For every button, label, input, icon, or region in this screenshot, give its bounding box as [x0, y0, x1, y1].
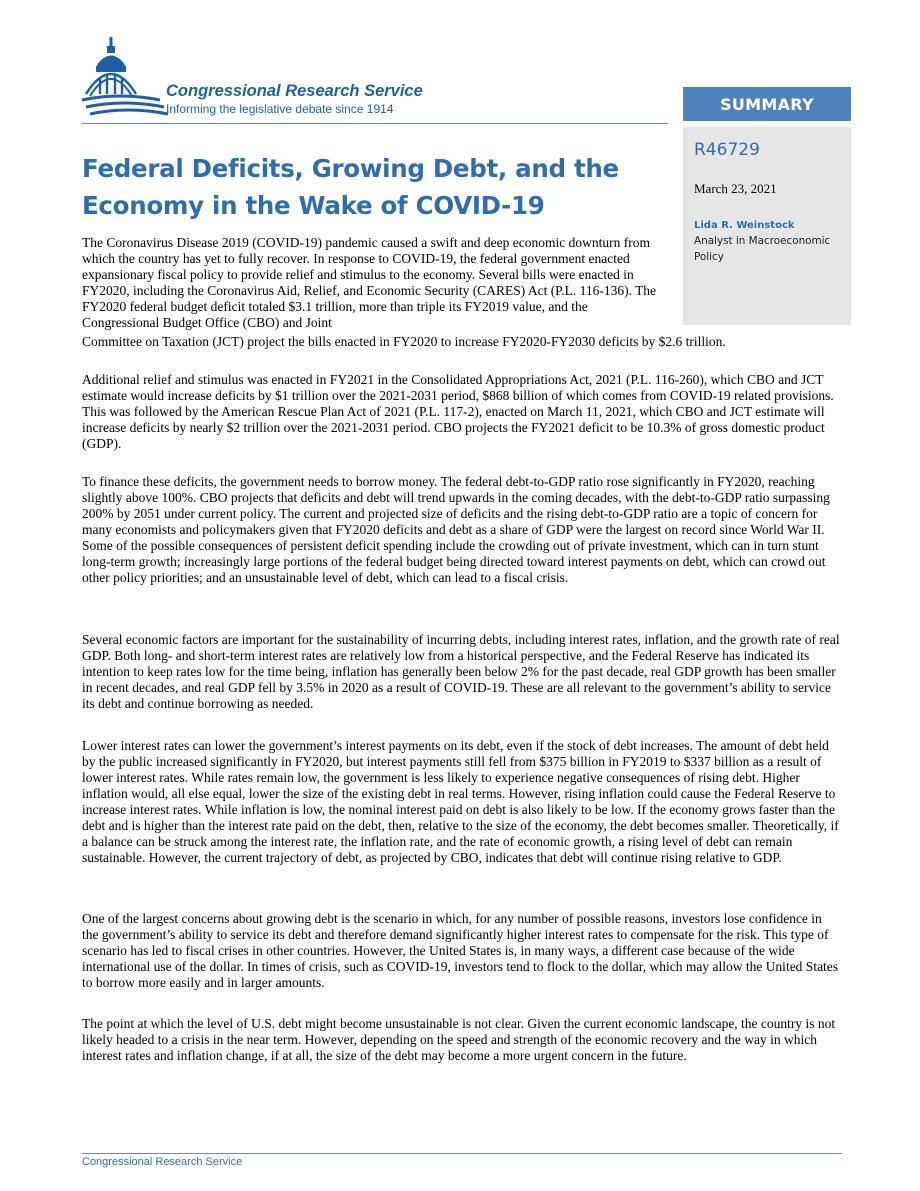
paragraph-2: Additional relief and stimulus was enacted in FY2021 in the Consolidated Appropriations Act, 2021 (P.L. 116-260), which CBO and JCT estimate would increase deficits by $1 trillion over the 2021-2031 period, $868 billion of which comes from COVID-19 related provisions. This was followed by the American Rescue Plan Act of 2021 (P.L. 117-2), enacted on March 11, 2021, which CBO and JCT estimate will increase deficits by nearly $2 trillion over the 2021-2031 period. CBO projects the FY2021 deficit to be 10.3% of gross domestic product (GDP).	[82, 372, 834, 451]
paragraph-6: One of the largest concerns about growing debt is the scenario in which, for any number of possible reasons, investors lose confidence in the government’s ability to service its debt and therefore demand significantly higher interest rates to compensate for the risk. This type of scenario has led to fiscal crises in other countries. However, the United States is, in many ways, a different case because of the wide international use of the dollar. In times of crisis, such as COVID-19, investors tend to flock to the dollar, which may allow the United States to borrow more easily and in larger amounts.	[82, 911, 839, 990]
summary-label: SUMMARY	[683, 87, 851, 121]
org-tagline: Informing the legislative debate since 1914	[166, 102, 394, 116]
paragraph-3: To finance these deficits, the government needs to borrow money. The federal debt-to-GDP ratio rose significantly in FY2020, reaching slightly above 100%. CBO projects that deficits and debt will trend upwards in the coming decades, with the debt-to-GDP ratio surpassing 200% by 2051 under current policy. The current and projected size of deficits and the rising debt-to-GDP ratio are a topic of concern for many economists and policymakers given that FY2020 deficits and debt as a share of GDP were the largest on record since World War II. Some of the possible consequences of persistent deficit spending include the crowding out of private investment, which can in turn stunt long-term growth; increasingly large portions of the federal budget being directed toward interest payments on debt, which can crowd out other policy priorities; and an unsustainable level of debt, which can lead to a fiscal crisis.	[82, 474, 830, 585]
author-name: Lida R. Weinstock	[694, 220, 795, 231]
paragraph-7: The point at which the level of U.S. debt might become unsustainable is not clear. Given the current economic landscape, the country is not likely headed to a crisis in the near term. However, depending on the speed and strength of the economic recovery and the way in which interest rates and inflation change, if at all, the size of the debt may become a more urgent concern in the future.	[82, 1016, 836, 1063]
org-name: Congressional Research Service	[166, 82, 423, 100]
paragraph-1: The Coronavirus Disease 2019 (COVID-19) pandemic caused a swift and deep economic downturn from which the country has yet to fully recover. In response to COVID-19, the federal government enacted expansionary fiscal policy to provide relief and stimulus to the economy. Several bills were enacted in FY2020, including the Coronavirus Aid, Relief, and Economic Security (CARES) Act (P.L. 116-136). The FY2020 federal budget deficit totaled $3.1 trillion, more than triple its FY2019 value, and the Congressional Budget Office (CBO) and Joint	[82, 235, 657, 330]
paragraph-5: Lower interest rates can lower the government’s interest payments on its debt, even if the stock of debt increases. The amount of debt held by the public increased significantly in FY2020, but interest payments still fell from $375 billion in FY2019 to $337 billion as a result of lower interest rates. While rates remain low, the government is less likely to experience negative consequences of rising debt. Higher inflation would, all else equal, lower the size of the existing debt in real terms. However, rising inflation could cause the Federal Reserve to increase interest rates. While inflation is low, the nominal interest paid on debt is also likely to be low. If the economy grows faster than the debt and is higher than the interest rate paid on the debt, then, relative to the size of the economy, the debt becomes smaller. Theoretically, if a balance can be struck among the interest rate, the inflation rate, and the rate of economic growth, a rising level of debt can remain sustainable. However, the current trajectory of debt, as projected by CBO, indicates that debt will continue rising relative to GDP.	[82, 738, 839, 865]
paragraph-4: Several economic factors are important for the sustainability of incurring debts, including interest rates, inflation, and the growth rate of real GDP. Both long- and short-term interest rates are relatively low from a historical perspective, and the Federal Reserve has indicated its intention to keep rates low for the time being, inflation has generally been below 2% for the past decade, real GDP growth has been smaller in recent decades, and real GDP fell by 3.5% in 2020 as a result of COVID-19. These are all relevant to the government’s ability to service its debt and continue borrowing as needed.	[82, 632, 840, 711]
document-title: Federal Deficits, Growing Debt, and the Economy in the Wake of COVID-19	[82, 154, 619, 220]
report-date: March 23, 2021	[694, 181, 777, 196]
author-title: Analyst in Macroeconomic Policy	[694, 235, 831, 263]
header-divider	[82, 123, 668, 124]
report-number: R46729	[694, 140, 760, 160]
paragraph-1-continued: Committee on Taxation (JCT) project the bills enacted in FY2020 to increase FY2020-FY2030 deficits by $2.6 trillion.	[82, 334, 726, 349]
footer-divider	[82, 1153, 842, 1154]
footer-text: Congressional Research Service	[82, 1156, 243, 1168]
